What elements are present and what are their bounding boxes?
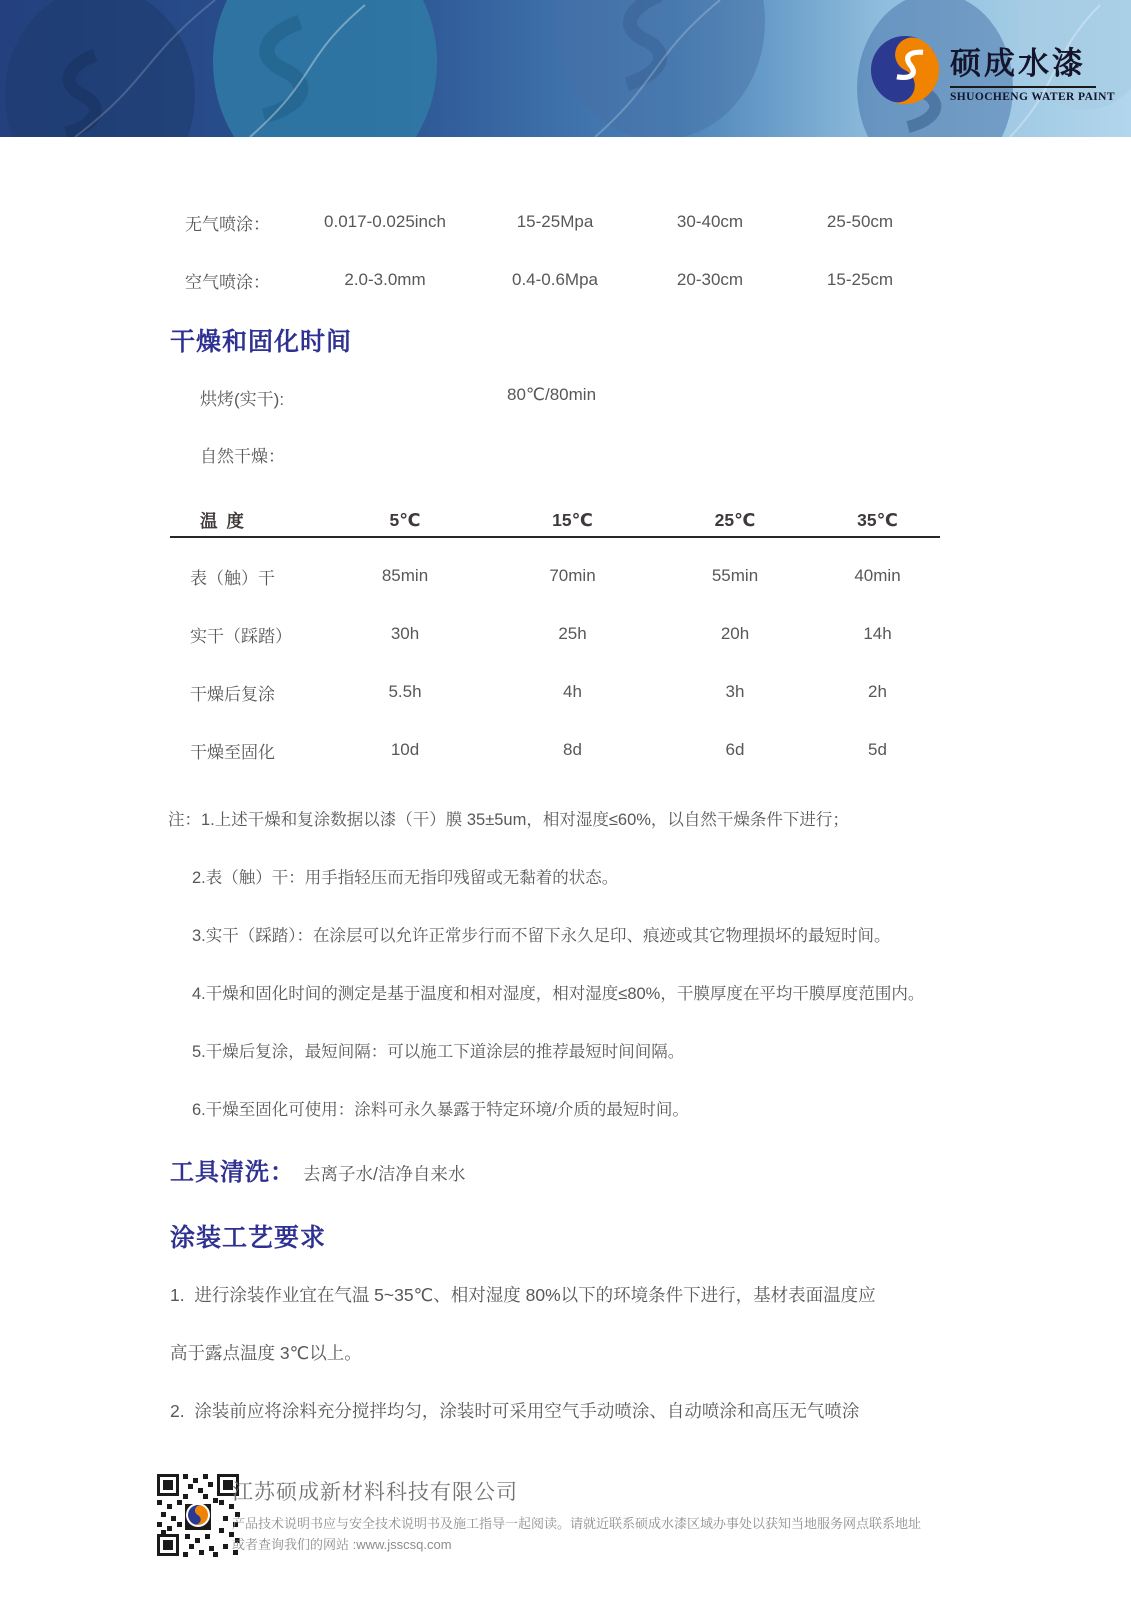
spray-row-air bbox=[170, 251, 940, 309]
temp-header-cell: 5℃ bbox=[389, 510, 421, 530]
row-value: 25h bbox=[558, 624, 587, 643]
drying-row-full-cure bbox=[170, 721, 940, 779]
process-paragraphs bbox=[170, 1266, 1070, 1440]
natural-dry-label: 自然干燥： bbox=[200, 447, 285, 466]
note-item bbox=[168, 791, 998, 849]
row-value: 15-25cm bbox=[826, 270, 894, 289]
note-item: 3.实干（踩踏）：在涂层可以允许正常步行而不留下永久足印、痕迹或其它物理损坏的最短时间。 bbox=[192, 927, 891, 945]
section-title-drying: 干燥和固化时间 bbox=[170, 328, 353, 356]
bake-value: 80℃/80min bbox=[507, 385, 597, 404]
row-value: 14h bbox=[863, 624, 892, 643]
footer-line1: 产品技术说明书应与安全技术说明书及施工指导一起阅读。请就近联系硕成水漆区域办事处以获知当地服务网点联系地址 bbox=[232, 1516, 922, 1531]
row-label: 干燥至固化 bbox=[190, 742, 275, 762]
row-value: 20h bbox=[720, 624, 750, 643]
row-value: 15-25Mpa bbox=[516, 212, 594, 231]
notes-prefix: 注： bbox=[168, 811, 201, 829]
brand-name: 硕成水漆 bbox=[950, 38, 1096, 88]
brand-text bbox=[950, 38, 1115, 103]
row-value: 55min bbox=[711, 566, 759, 585]
row-value: 40min bbox=[854, 566, 901, 585]
note-item: 2.表（触）干：用手指轻压而无指印残留或无黏着的状态。 bbox=[192, 869, 619, 887]
process-paragraph: 1. 进行涂装作业宜在气温 5~35℃、相对湿度 80%以下的环境条件下进行，基材表面温度应 bbox=[170, 1285, 876, 1305]
brand-subtitle: SHUOCHENG WATER PAINT bbox=[950, 90, 1115, 103]
temp-header-cell: 15℃ bbox=[552, 510, 593, 530]
tool-cleaning-title: 工具清洗： bbox=[170, 1159, 295, 1186]
row-value: 20-30cm bbox=[676, 270, 744, 289]
row-value: 2h bbox=[868, 682, 887, 701]
row-value: 70min bbox=[549, 566, 596, 585]
drying-row-hard-dry bbox=[170, 605, 940, 663]
temp-header-cell: 25℃ bbox=[714, 510, 756, 530]
row-value: 5.5h bbox=[388, 682, 422, 701]
spray-parameters-table bbox=[170, 193, 940, 309]
row-value: 0.4-0.6Mpa bbox=[512, 270, 598, 289]
brand-logo-block bbox=[868, 33, 1115, 107]
row-label: 实干（踩踏） bbox=[190, 626, 292, 646]
qr-code-image bbox=[155, 1472, 241, 1558]
row-value: 8d bbox=[563, 740, 582, 759]
drying-table-body bbox=[170, 538, 940, 779]
tool-cleaning-row bbox=[170, 1152, 465, 1187]
row-value: 85min bbox=[381, 566, 429, 585]
row-label: 表（触）干 bbox=[190, 568, 275, 588]
note-item: 6.干燥至固化可使用：涂料可永久暴露于特定环境/介质的最短时间。 bbox=[192, 1101, 689, 1119]
row-label: 空气喷涂： bbox=[185, 272, 270, 292]
note-item: 5.干燥后复涂，最短间隔：可以施工下道涂层的推荐最短时间间隔。 bbox=[192, 1043, 685, 1061]
process-paragraph: 2. 涂装前应将涂料充分搅拌均匀，涂装时可采用空气手动喷涂、自动喷涂和高压无气喷涂 bbox=[170, 1401, 860, 1421]
temp-header-cell: 35℃ bbox=[857, 510, 898, 530]
row-value: 25-50cm bbox=[826, 212, 894, 231]
company-name: 江苏硕成新材料科技有限公司 bbox=[232, 1481, 518, 1504]
drying-table bbox=[170, 505, 940, 779]
row-value: 3h bbox=[725, 682, 745, 701]
bake-label: 烘烤(实干): bbox=[200, 390, 285, 409]
drying-row-recoat bbox=[170, 663, 940, 721]
row-value: 2.0-3.0mm bbox=[344, 270, 426, 289]
row-value: 10d bbox=[390, 740, 420, 759]
row-value: 30h bbox=[390, 624, 420, 643]
drying-row-touch-dry bbox=[170, 547, 940, 605]
note-item: 4.干燥和固化时间的测定是基于温度和相对湿度，相对湿度≤80%，干膜厚度在平均干膜厚度范围内。 bbox=[192, 985, 925, 1003]
row-value: 30-40cm bbox=[676, 212, 744, 231]
note-text: 1.上述干燥和复涂数据以漆（干）膜 35±5um，相对湿度≤60%，以自然干燥条件下进行； bbox=[201, 811, 849, 829]
tool-cleaning-value: 去离子水/洁净自来水 bbox=[303, 1164, 466, 1184]
row-label: 无气喷涂： bbox=[185, 214, 270, 234]
row-value: 5d bbox=[868, 740, 887, 759]
row-value: 4h bbox=[563, 682, 582, 701]
notes-list bbox=[168, 791, 998, 1139]
section-title-process: 涂装工艺要求 bbox=[170, 1224, 327, 1252]
footer-line2: 或者查询我们的网站 :www.jsscsq.com bbox=[232, 1537, 452, 1552]
process-paragraph: 高于露点温度 3℃以上。 bbox=[170, 1343, 362, 1363]
spray-row-airless bbox=[170, 193, 940, 251]
row-value: 0.017-0.025inch bbox=[324, 212, 446, 231]
brand-logo-icon bbox=[868, 33, 942, 107]
drying-table-header bbox=[170, 505, 940, 538]
row-label: 干燥后复涂 bbox=[190, 684, 275, 704]
header-banner bbox=[0, 0, 1131, 137]
row-value: 6d bbox=[725, 740, 745, 759]
temp-header-label: 温 度 bbox=[200, 511, 246, 531]
